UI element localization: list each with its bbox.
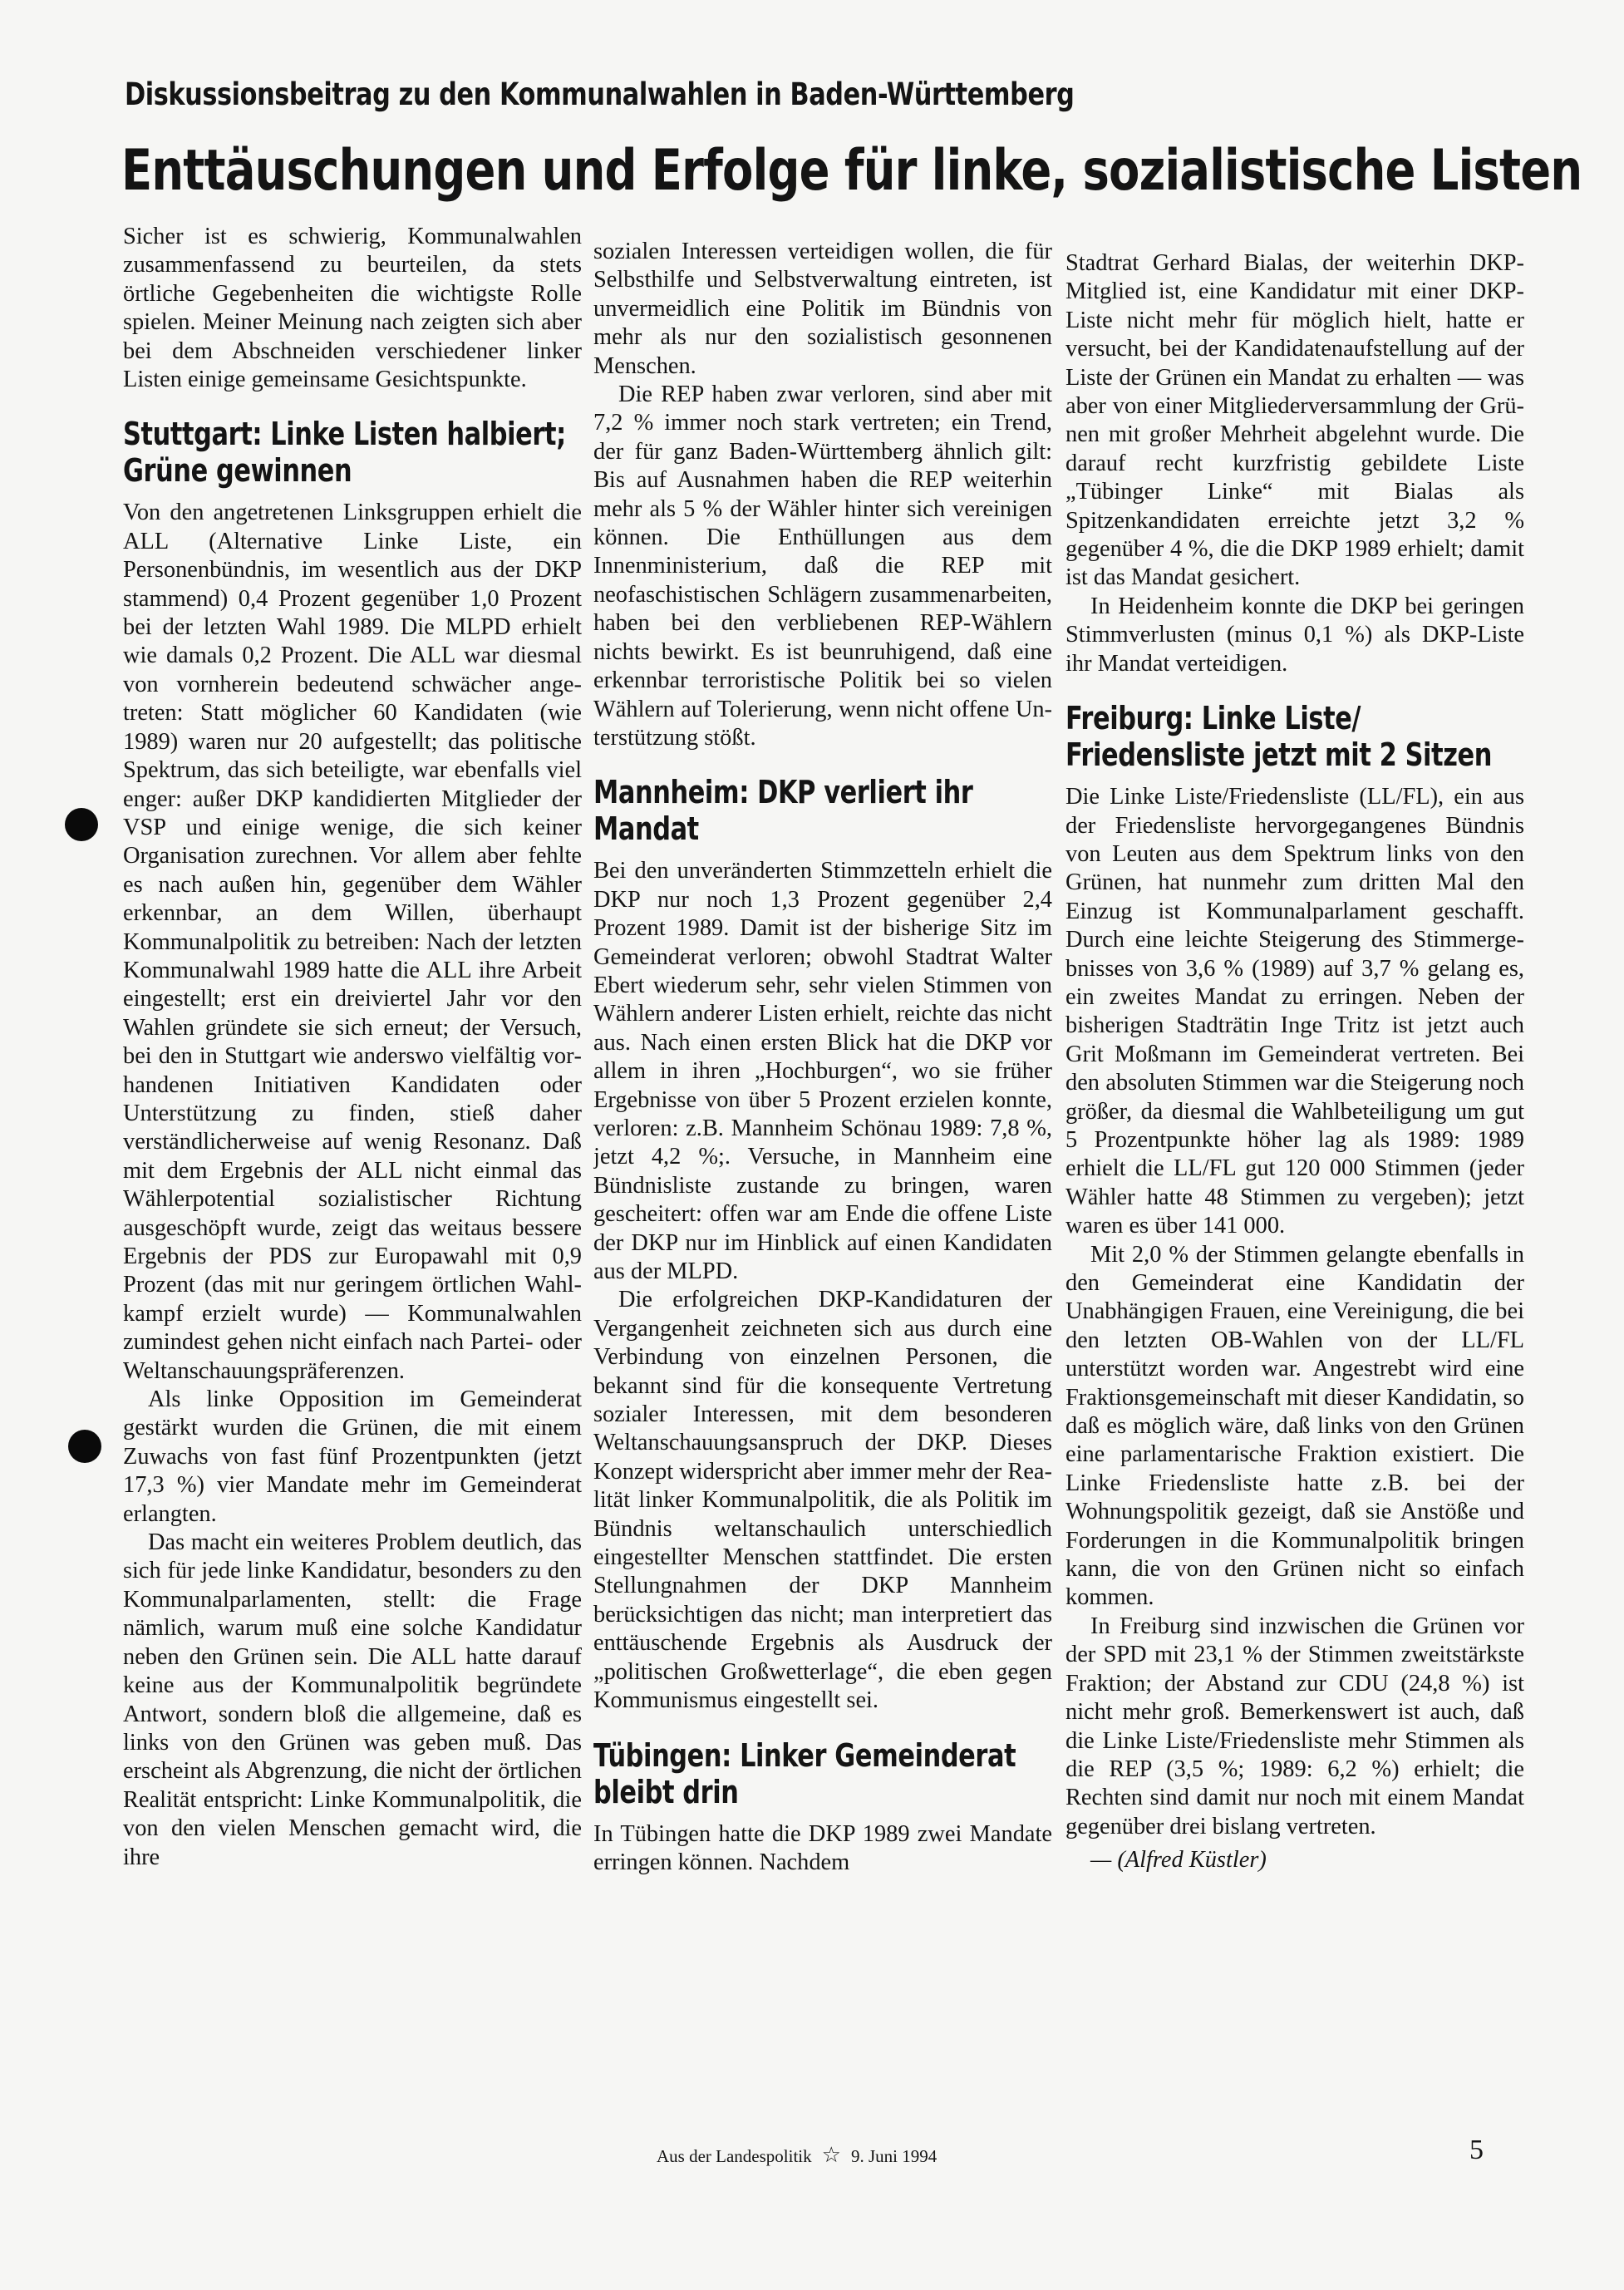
paragraph: Mit 2,0 % der Stimmen gelangte ebenfalls in den Gemeinderat eine Kandidatin der Unabhängigen Frauen, eine Vereinigung, die bei den letzten OB-Wahlen von der LL/FL unterstützt worden war. Angestrebt wird eine Fraktionsgemeinschaft mit dieser Kandidatin, so daß es möglich wäre, daß links von den Grünen eine parlamentarische Fraktion existiert. Die Linke Friedensliste hatte z.B. bei der Wohnungspolitik gezeigt, daß sie Anstöße und Forderungen in die Kommunalpolitik bringen kann, die von den Grünen nicht so einfach kommen. [1065,1241,1524,1611]
paragraph: Die REP haben zwar verloren, sind aber mit 7,2 % immer noch stark vertreten; ein Trend, der für ganz Baden-Württemberg ähnlich gilt: Bis auf Ausnahmen haben die REP weiterhin mehr als 5 % der Wähler hinter sich vereinigen können. Die Enthüllungen aus dem Innenministerium, daß die REP mit neofaschistischen Schlägern zusammenarbeiten, haben bei den verbliebenen REP-Wählern nichts bewirkt. Es ist beunruhigend, daß eine erkennbar terroristische Politik bei so vielen Wählern auf Tolerierung, wenn nicht offene Unterstützung stößt. [593,382,1052,751]
paragraph: Stadtrat Gerhard Bialas, der weiterhin DKP-Mitglied ist, eine Kandidatur mit einer DKP-Liste nicht mehr für möglich hielt, hatte er versucht, bei der Kandidatenaufstellung auf der Liste der Grünen ein Mandat zu erhalten — was aber von einer Mitgliederversammlung der Grünen mit großer Mehrheit abgelehnt wurde. Die darauf recht kurzfristig gebildete Liste „Tübinger Linke“ mit Bialas als Spitzenkandidaten erreichte jetzt 3,2 % gegenüber 4 %, die die DKP 1989 erhielt; damit ist das Mandat gesichert. [1065,250,1524,591]
page-number: 5 [1469,2135,1484,2165]
star-icon: ☆ [821,2143,841,2167]
paragraph: Von den angetretenen Linksgruppen erhielt die ALL (Alternative Linke Liste, ein Personenbündnis, im wesentlich aus der DKP stammend) 0,4 Prozent gegenüber 1,0 Prozent bei der letzten Wahl 1989. Die MLPD erhielt wie damals 0,2 Prozent. Die ALL war diesmal von vornherein bedeutend schwächer angetreten: Statt möglicher 60 Kandidaten (wie 1989) waren nur 20 aufgestellt; das politische Spektrum, das sich beteiligte, war ebenfalls viel enger: außer DKP kandidierten Mitglieder der VSP und einige wenige, die sich keiner Organisation zurechnen. Vor allem aber fehlte es nach außen hin, gegenüber dem Wähler erkennbar, an dem Willen, überhaupt Kommunalpolitik zu betreiben: Nach der letzten Kommunalwahl 1989 hatte die ALL ihre Arbeit eingestellt; erst ein dreiviertel Jahr vor den Wahlen gründete sie sich erneut; der Versuch, bei den in Stuttgart wie anderswo vielfältig vorhandenen Initiativen Kandidaten oder Unterstützung zu finden, stieß daher verständlicherweise auf wenig Resonanz. Daß mit dem Ergebnis der ALL nicht einmal das Wählerpotential sozialistischer Richtung ausgeschöpft wurde, zeigt das weitaus bessere Ergebnis der PDS zur Europawahl mit 0,9 Prozent (das mit nur geringem örtlichen Wahlkampf erzielt wurde) — Kommunalwahlen zumindest gehen nicht einfach nach Partei- oder Weltanschauungspräferenzen. [123,500,582,1384]
page-footer [657,2143,937,2168]
text-column-3 [1065,249,1524,2145]
paragraph: Als linke Opposition im Gemeinderat gestärkt wurden die Grünen, die mit einem Zuwachs von fast fünf Prozentpunkten (jetzt 17,3 %) vier Mandate mehr im Gemeinderat erlangten. [123,1386,582,1527]
intro-paragraph: Sicher ist es schwierig, Kommunalwahlen zusammenfassend zu beurteilen, da stets örtliche Gegebenheiten die wichtigste Rolle spielen. Meiner Meinung nach zeigten sich aber bei dem Abschneiden verschiedener linker Listen einige gemeinsame Gesichtspunkte. [123,224,582,393]
text-column-2 [593,238,1052,2133]
paragraph: Das macht ein weiteres Problem deutlich, das sich für jede linke Kandidatur, besonders zu den Kommunalparlamenten, stellt: die Frage nämlich, warum muß eine solche Kandidatur neben den Grünen sein. Die ALL hatte darauf keine aus der Kommunalpolitik begründete Antwort, sondern bloß die allgemeine, daß es links von den Grünen was geben muß. Das erscheint als Abgrenzung, die nicht der örtlichen Realität entspricht: Linke Kommunalpolitik, die von den vielen Menschen gemacht wird, die ihre [123,1529,582,1870]
paragraph: In Tübingen hatte die DKP 1989 zwei Mandate erringen können. Nachdem [593,1820,1052,1875]
footer-section: Aus der Landespolitik [657,2146,812,2166]
text-column-1 [123,223,582,2118]
subheading-stuttgart: Stuttgart: Linke Listen halbiert; Grüne gewinnen [123,416,566,490]
article-headline: Enttäuschungen und Erfolge für linke, sozialistische Listen [121,138,1582,204]
subheading-tuebingen: Tübingen: Linker Gemeinderat bleibt drin [593,1736,1016,1810]
footer-date: 9. Juni 1994 [850,2146,937,2166]
paragraph: Die Linke Liste/Friedensliste (LL/FL), ein aus der Friedensliste hervorgegangenes Bündnis von Leuten aus dem Spektrum links von den Grünen, hat nunmehr zum dritten Mal den Einzug ist Kommunalparlament geschafft. Durch eine leichte Steigerung des Stimmergebnisses von 3,6 % (1989) auf 3,7 % gelang es, ein zweites Mandat zu erringen. Neben der bisherigen Stadträtin Inge Tritz ist jetzt auch Grit Moßmann im Gemeinderat vertreten. Bei den absoluten Stimmen war die Steigerung noch größer, da diesmal die Wahlbeteiligung um gut 5 Prozentpunkte höher lag als 1989: 1989 erhielt die LL/FL gut 120 000 Stimmen (jeder Wähler hatte 48 Stimmen zu vergeben); jetzt waren es über 141 000. [1065,784,1524,1239]
subheading-freiburg: Freiburg: Linke Liste/ Friedensliste jetzt mit 2 Sitzen [1065,700,1492,774]
punch-hole-top [65,808,98,841]
paragraph: Die erfolgreichen DKP-Kandidaturen der Vergangenheit zeichneten sich aus durch eine Verbindung von einzelnen Personen, die bekannt sind für die konsequente Vertretung sozialer Interessen, mit dem besonderen Weltanschauungsanspruch der DKP. Dieses Konzept widerspricht aber immer mehr der Realität linker Kommunalpolitik, die als Politik im Bündnis weltanschaulich unterschiedlich eingestellter Menschen stattfindet. Die ersten Stellungnahmen der DKP Mannheim berücksichtigen das nicht; man interpretiert das enttäuschende Ergebnis als Ausdruck der „politischen Großwetterlage“, die eben gegen Kommunismus eingestellt sei. [593,1287,1052,1714]
paragraph: In Freiburg sind inzwischen die Grünen vor der SPD mit 23,1 % der Stimmen zweitstärkste Fraktion; der Abstand zur CDU (24,8 %) ist nicht mehr groß. Bemerkenswert ist auch, daß die Linke Liste/Friedensliste mehr Stimmen als die REP (3,5 %; 1989: 6,2 %) erhielt; die Rechten sind damit nur noch mit einem Mandat gegenüber drei bislang vertreten. [1065,1613,1524,1839]
punch-hole-bottom [68,1430,101,1463]
author-credit: — (Alfred Küstler) [1090,1847,1267,1874]
subheading-mannheim: Mannheim: DKP verliert ihr Mandat [593,774,973,848]
paragraph: sozialen Interessen verteidigen wollen, die für Selbsthilfe und Selbstverwaltung eintreten, ist unvermeidlich eine Politik im Bündnis von mehr als nur den sozialistisch gesonnenen Menschen. [593,239,1052,379]
article-kicker: Diskussionsbeitrag zu den Kommunalwahlen in Baden-Württemberg [125,76,1075,112]
paragraph: Bei den unveränderten Stimmzetteln erhielt die DKP nur noch 1,3 Prozent gegenüber 2,4 Prozent 1989. Damit ist der bisherige Sitz im Gemeinderat verloren; obwohl Stadtrat Walter Ebert wiederum sehr, sehr vielen Stimmen von Wählern anderer Listen erhielt, reichte das nicht aus. Nach einen ersten Blick hat die DKP vor allem in ihren „Hochburgen“, wo sie früher Ergebnisse von über 5 Prozent erzielen konnte, verloren: z.B. Mannheim Schönau 1989: 7,8 %, jetzt 4,2 %;. Versuche, in Mannheim eine Bündnisliste zustande zu bringen, waren gescheitert: offen war am Ende die offene Liste der DKP nur im Hinblick auf einen Kandidaten aus der MLPD. [593,858,1052,1284]
paragraph: In Heidenheim konnte die DKP bei geringen Stimmverlusten (minus 0,1 %) als DKP-Liste ihr Mandat verteidigen. [1065,593,1524,677]
